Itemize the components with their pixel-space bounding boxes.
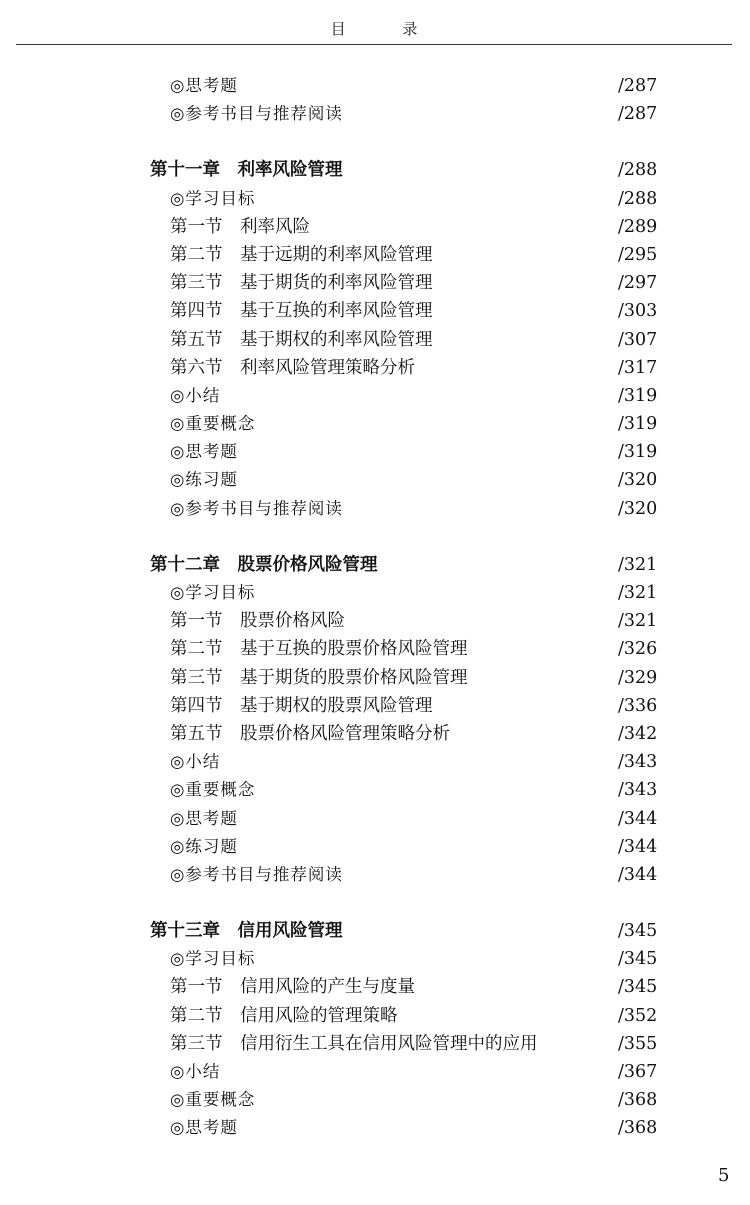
toc-entry-page: /320 xyxy=(618,498,658,519)
toc-entry-label: 第四节 基于期权的股票风险管理 xyxy=(170,695,433,716)
toc-aux-entry[interactable] xyxy=(0,1058,750,1086)
toc-section-entry[interactable] xyxy=(0,326,750,354)
toc-entry-label: 第十二章 股票价格风险管理 xyxy=(150,554,378,575)
toc-aux-entry[interactable] xyxy=(0,748,750,776)
toc-section-entry[interactable] xyxy=(0,1002,750,1030)
toc-aux-entry[interactable] xyxy=(0,945,750,973)
toc-entry-page: /288 xyxy=(618,160,658,181)
toc-entry-page: /321 xyxy=(618,583,658,603)
toc-aux-entry[interactable] xyxy=(0,185,750,213)
toc-entry-page: /287 xyxy=(618,104,658,125)
toc-aux-entry[interactable] xyxy=(0,833,750,861)
toc-entry-label: 第五节 股票价格风险管理策略分析 xyxy=(170,723,450,744)
toc-entry-page: /368 xyxy=(618,1118,658,1139)
toc-entry-page: /303 xyxy=(618,301,658,322)
toc-entry-label: 第一节 股票价格风险 xyxy=(170,611,345,632)
toc-entry-page: /288 xyxy=(618,188,658,209)
toc-entry-label: ◎参考书目与推荐阅读 xyxy=(170,864,343,884)
toc-entry-label: ◎学习目标 xyxy=(170,583,256,602)
toc-entry-page: /345 xyxy=(618,921,658,942)
toc-entry-page: /345 xyxy=(618,949,658,970)
header-title: 目 录 xyxy=(330,20,444,38)
toc-entry-page: /344 xyxy=(618,864,658,885)
toc-entry-page: /367 xyxy=(618,1062,658,1082)
toc-aux-entry[interactable] xyxy=(0,100,750,128)
toc-section-entry[interactable] xyxy=(0,297,750,325)
toc-entry-label: 第三节 基于期货的股票价格风险管理 xyxy=(170,667,468,688)
toc-entry-page: /345 xyxy=(618,977,658,998)
toc-entry-page: /289 xyxy=(618,216,658,237)
toc-aux-entry[interactable] xyxy=(0,1086,750,1114)
toc-entry-page: /352 xyxy=(618,1005,658,1026)
toc-chapter-entry[interactable] xyxy=(0,551,750,579)
toc-aux-entry[interactable] xyxy=(0,382,750,410)
toc-entry-page: /321 xyxy=(618,611,658,632)
toc-entry-label: ◎思考题 xyxy=(170,808,238,828)
toc-aux-entry[interactable] xyxy=(0,72,750,100)
toc-section-entry[interactable] xyxy=(0,269,750,297)
toc-entry-page: /355 xyxy=(618,1033,658,1054)
toc-aux-entry[interactable] xyxy=(0,410,750,438)
toc-entry-label: ◎思考题 xyxy=(170,76,238,95)
toc-entry-label: 第一节 利率风险 xyxy=(170,216,310,237)
toc-section-entry[interactable] xyxy=(0,635,750,663)
toc-aux-entry[interactable] xyxy=(0,438,750,466)
toc-entry-page: /287 xyxy=(618,76,658,96)
group-spacer xyxy=(0,523,750,551)
toc-entry-label: 第五节 基于期权的利率风险管理 xyxy=(170,329,433,350)
toc-entry-page: /319 xyxy=(618,414,658,435)
toc-section-entry[interactable] xyxy=(0,1030,750,1058)
toc-entry-page: /344 xyxy=(618,808,658,829)
toc-entry-label: ◎参考书目与推荐阅读 xyxy=(170,498,343,518)
toc-entry-label: 第十三章 信用风险管理 xyxy=(150,921,343,942)
toc-entry-page: /320 xyxy=(618,470,658,491)
toc-entry-label: ◎小结 xyxy=(170,385,221,405)
toc-entry-page: /336 xyxy=(618,695,658,716)
toc-entry-label: 第三节 信用衍生工具在信用风险管理中的应用 xyxy=(170,1033,538,1054)
toc-aux-entry[interactable] xyxy=(0,495,750,523)
toc-entry-label: ◎重要概念 xyxy=(170,414,256,434)
toc-entry-label: ◎练习题 xyxy=(170,470,238,490)
toc-section-entry[interactable] xyxy=(0,354,750,382)
toc-entry-page: /342 xyxy=(618,723,658,744)
toc-entry-label: ◎重要概念 xyxy=(170,780,256,800)
toc-entry-label: ◎重要概念 xyxy=(170,1090,256,1110)
toc-entry-page: /343 xyxy=(618,752,658,773)
toc-entry-page: /319 xyxy=(618,385,658,406)
toc-entry-label: ◎思考题 xyxy=(170,442,238,462)
toc-entry-page: /329 xyxy=(618,667,658,688)
group-spacer xyxy=(0,128,750,156)
toc-section-entry[interactable] xyxy=(0,607,750,635)
toc-entry-label: ◎小结 xyxy=(170,752,221,772)
toc-aux-entry[interactable] xyxy=(0,805,750,833)
toc-aux-entry[interactable] xyxy=(0,1114,750,1142)
toc-entry-label: 第三节 基于期货的利率风险管理 xyxy=(170,273,433,294)
toc-entry-page: /295 xyxy=(618,244,658,265)
toc-entry-page: /317 xyxy=(618,357,658,378)
toc-entry-page: /319 xyxy=(618,442,658,463)
running-header xyxy=(16,0,732,45)
toc-aux-entry[interactable] xyxy=(0,466,750,494)
page-number: 5 xyxy=(718,1165,730,1186)
toc-section-entry[interactable] xyxy=(0,664,750,692)
toc-chapter-entry[interactable] xyxy=(0,156,750,184)
toc-entry-page: /307 xyxy=(618,329,658,350)
toc-entry-page: /297 xyxy=(618,273,658,294)
toc-section-entry[interactable] xyxy=(0,213,750,241)
toc-entry-label: 第二节 基于远期的利率风险管理 xyxy=(170,244,433,265)
toc-aux-entry[interactable] xyxy=(0,776,750,804)
toc-entry-page: /321 xyxy=(618,554,658,575)
toc-section-entry[interactable] xyxy=(0,720,750,748)
toc-entry-label: ◎小结 xyxy=(170,1062,221,1081)
toc-aux-entry[interactable] xyxy=(0,579,750,607)
toc-entry-label: ◎参考书目与推荐阅读 xyxy=(170,104,343,124)
toc-entry-label: ◎学习目标 xyxy=(170,188,256,208)
toc-entry-label: 第十一章 利率风险管理 xyxy=(150,160,343,181)
toc-entry-label: 第四节 基于互换的利率风险管理 xyxy=(170,301,433,322)
toc-section-entry[interactable] xyxy=(0,692,750,720)
toc-entry-page: /344 xyxy=(618,836,658,857)
toc-entry-page: /368 xyxy=(618,1090,658,1111)
toc-section-entry[interactable] xyxy=(0,241,750,269)
toc-entry-label: ◎学习目标 xyxy=(170,949,256,969)
toc-entry-page: /343 xyxy=(618,780,658,801)
table-of-contents xyxy=(0,72,750,1143)
toc-aux-entry[interactable] xyxy=(0,861,750,889)
toc-entry-label: ◎练习题 xyxy=(170,836,238,856)
toc-entry-label: 第一节 信用风险的产生与度量 xyxy=(170,977,415,998)
toc-section-entry[interactable] xyxy=(0,973,750,1001)
toc-chapter-entry[interactable] xyxy=(0,917,750,945)
toc-entry-page: /326 xyxy=(618,639,658,660)
toc-entry-label: 第二节 基于互换的股票价格风险管理 xyxy=(170,639,468,660)
toc-entry-label: ◎思考题 xyxy=(170,1118,238,1138)
toc-entry-label: 第六节 利率风险管理策略分析 xyxy=(170,357,415,378)
toc-entry-label: 第二节 信用风险的管理策略 xyxy=(170,1005,398,1026)
group-spacer xyxy=(0,889,750,917)
